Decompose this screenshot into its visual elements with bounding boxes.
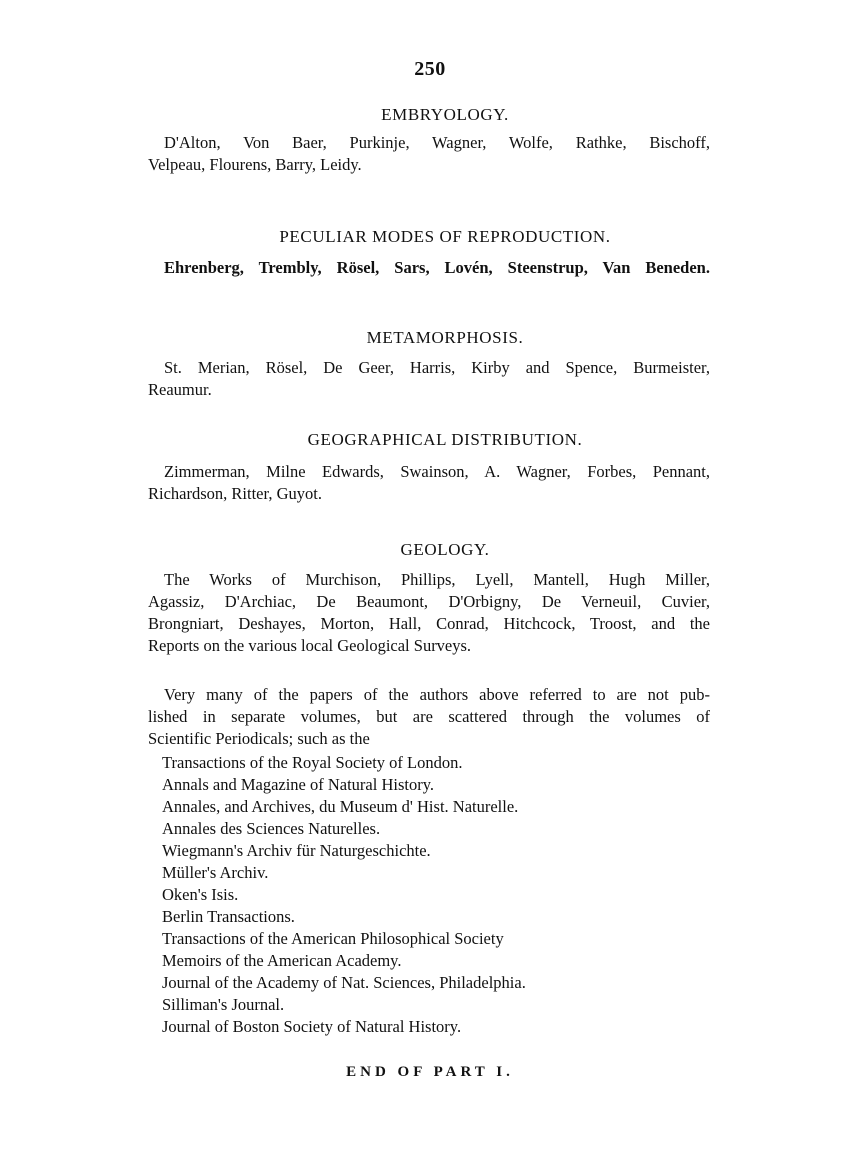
periodicals-note <box>148 684 710 750</box>
section-heading-embryology: EMBRYOLOGY. <box>381 105 509 124</box>
periodical-item: Memoirs of the American Academy. <box>162 951 402 970</box>
periodical-item: Journal of the Academy of Nat. Sciences, Philadelphia. <box>162 973 526 992</box>
periodical-item: Transactions of the American Philosophical Society <box>162 929 504 948</box>
periodical-item: Berlin Transactions. <box>162 907 295 926</box>
periodical-item: Silliman's Journal. <box>162 995 285 1014</box>
periodical-item: Journal of Boston Society of Natural History. <box>162 1017 462 1036</box>
section-heading-geographical-distribution: GEOGRAPHICAL DISTRIBUTION. <box>307 430 583 449</box>
text-line: Agassiz, D'Archiac, De Beaumont, D'Orbigny, De Verneuil, Cuvier, <box>148 592 710 611</box>
text-line: St. Merian, Rösel, De Geer, Harris, Kirby and Spence, Burmeister, <box>164 358 710 377</box>
periodical-item: Transactions of the Royal Society of London. <box>162 753 463 772</box>
text-line: Reaumur. <box>148 380 212 399</box>
text-line: lished in separate volumes, but are scattered through the volumes of <box>148 707 710 726</box>
end-of-part-label: END OF PART I. <box>346 1064 514 1080</box>
text-line: Richardson, Ritter, Guyot. <box>148 484 322 503</box>
section-heading-geology: GEOLOGY. <box>400 540 490 559</box>
section-text-geographical-distribution <box>148 461 710 505</box>
text-line: Brongniart, Deshayes, Morton, Hall, Conrad, Hitchcock, Troost, and the <box>148 614 710 633</box>
section-heading-metamorphosis: METAMORPHOSIS. <box>366 328 524 347</box>
section-text-metamorphosis <box>148 357 710 401</box>
periodical-item: Müller's Archiv. <box>162 863 269 882</box>
section-text-embryology <box>148 132 710 176</box>
text-line: Zimmerman, Milne Edwards, Swainson, A. Wagner, Forbes, Pennant, <box>164 462 710 481</box>
page-number: 250 <box>414 58 446 80</box>
section-text-geology <box>148 569 710 657</box>
section-text-reproduction <box>148 257 710 279</box>
periodical-item: Oken's Isis. <box>162 885 239 904</box>
periodical-item: Annales, and Archives, du Museum d' Hist. Naturelle. <box>162 797 519 816</box>
text-line: Velpeau, Flourens, Barry, Leidy. <box>148 155 362 174</box>
text-line: Scientific Periodicals; such as the <box>148 729 370 748</box>
text-line: The Works of Murchison, Phillips, Lyell, Mantell, Hugh Miller, <box>164 570 710 589</box>
section-heading-reproduction: PECULIAR MODES OF REPRODUCTION. <box>279 227 611 246</box>
periodical-item: Annals and Magazine of Natural History. <box>162 775 435 794</box>
text-line: D'Alton, Von Baer, Purkinje, Wagner, Wolfe, Rathke, Bischoff, <box>164 133 710 152</box>
text-line: Reports on the various local Geological Surveys. <box>148 636 472 655</box>
text-line: Ehrenberg, Trembly, Rösel, Sars, Lovén, Steenstrup, Van Beneden. <box>164 258 710 277</box>
periodical-item: Wiegmann's Archiv für Naturgeschichte. <box>162 841 431 860</box>
periodicals-list <box>162 752 722 1038</box>
periodical-item: Annales des Sciences Naturelles. <box>162 819 381 838</box>
text-line: Very many of the papers of the authors above referred to are not pub- <box>164 685 710 704</box>
